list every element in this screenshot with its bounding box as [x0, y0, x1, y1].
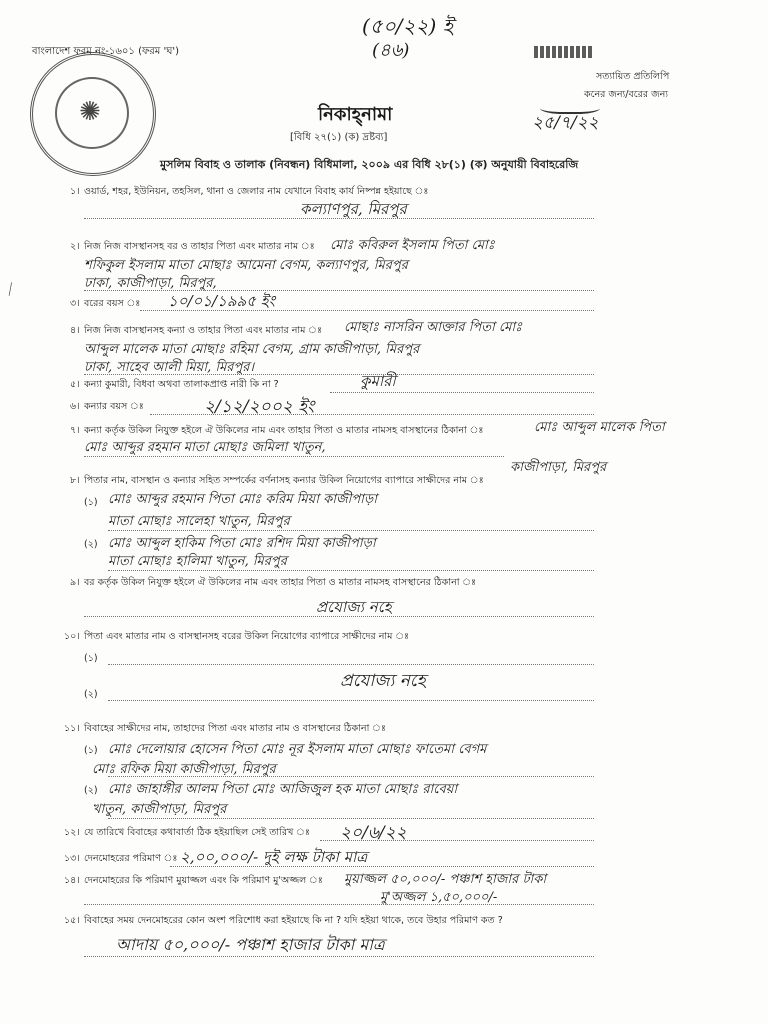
item-4-answer-line-2: আব্দুল মালেক মাতা মোছাঃ রহিমা বেগম, গ্রাম কাজীপাড়া, মিরপুর — [84, 342, 420, 357]
item-8-witness-1-line-2: মাতা মোছাঃ সালেহা খাতুন, মিরপুর — [108, 514, 290, 529]
form-subtitle: মুসলিম বিবাহ ও তালাক (নিবন্ধন) বিধিমালা, ২০০৯ এর বিধি ২৮(১) (ক) অনুযায়ী বিবাহরেজি — [160, 158, 579, 171]
item-11-witness-1-line-2: মোঃ রফিক মিয়া কাজীপাড়া, মিরপুর — [92, 762, 276, 777]
answer-line — [84, 290, 594, 291]
item-1-answer: কল্যাণপুর, মিরপুর — [300, 200, 407, 218]
item-8-witness-1-line-1: মোঃ আব্দুর রহমান পিতা মোঃ করিম মিয়া কাজীপাড়া — [108, 492, 377, 507]
item-8-witness-2-line-2: মাতা মোছাঃ হালিমা খাতুন, মিরপুর — [108, 554, 287, 569]
item-11-witness-1-line-1: মোঃ দেলোয়ার হোসেন পিতা মোঃ নূর ইসলাম মাতা মোছাঃ ফাতেমা বেগম — [108, 742, 487, 757]
item-12-label: যে তারিখে বিবাহের কথাবার্তা ঠিক হইয়াছিল সেই তারিখ ঃ — [84, 827, 310, 838]
for-bride-groom-label: কনের জন্য/বরের জন্য — [584, 89, 669, 100]
answer-line — [108, 664, 594, 665]
item-10-witness-2-label: (২) — [84, 689, 98, 700]
item-1-number: ১। — [70, 186, 80, 197]
item-4-answer-line-3: ঢাকা, সাহেব আলী মিয়া, মিরপুর। — [84, 360, 255, 375]
answer-line — [84, 218, 594, 219]
item-3-number: ৩। — [70, 298, 80, 309]
item-12-answer: ২০/৬/২২ — [340, 823, 407, 843]
official-seal-stamp — [30, 52, 156, 176]
item-7-label: কন্যা কর্তৃক উকিল নিযুক্ত হইলে ঐ উকিলের নাম এবং তাহার পিতা ও মাতার নামসহ বাসস্থানের ঠিকানা ঃ — [84, 425, 484, 436]
item-8-witness-2-label: (২) — [84, 539, 98, 550]
reference-subnumber: (৪৬) — [372, 40, 410, 61]
signature-scribble-icon — [540, 100, 600, 114]
item-8-witness-1-label: (১) — [84, 497, 98, 508]
answer-line — [84, 904, 594, 905]
answer-line — [320, 840, 594, 841]
item-11-witness-2-label: (২) — [84, 785, 98, 796]
item-9-label: বর কর্তৃক উকিল নিযুক্ত হইলে ঐ উকিলের নাম এবং তাহার পিতা ও মাতার নামসহ বাসস্থানের ঠিকানা ঃ — [84, 577, 477, 588]
item-13-label: দেনমোহরের পরিমাণ ঃ — [84, 853, 178, 864]
item-7-answer-line-3: কাজীপাড়া, মিরপুর — [510, 460, 607, 475]
item-2-number: ২। — [70, 241, 80, 252]
page-title: নিকাহ্‌নামা — [318, 104, 393, 125]
item-14-label: দেনমোহরের কি পরিমাণ মুয়াজ্জল এবং কি পরিমাণ মু'অজ্জল ঃ — [84, 875, 323, 886]
item-11-label: বিবাহের সাক্ষীদের নাম, তাহাদের পিতা এবং মাতার নাম ও বাসস্থানের ঠিকানা ঃ — [84, 723, 386, 734]
answer-line — [108, 530, 594, 531]
item-6-label: কন্যার বয়স ঃ — [84, 401, 144, 412]
item-6-number: ৬। — [70, 401, 80, 412]
item-15-number: ১৫। — [64, 915, 80, 926]
reference-number: (৫০/২২) ই — [362, 14, 454, 38]
certified-copy-label: সত্যায়িত প্রতিলিপি — [596, 71, 670, 82]
item-3-answer: ১০/০১/১৯৯৫ ইং — [168, 292, 276, 310]
item-14-answer-line-2: মু'অজ্জল ১,৫০,০০০/- — [380, 890, 498, 905]
item-10-number: ১০। — [64, 631, 80, 642]
item-5-answer: কুমারী — [360, 372, 396, 390]
item-13-number: ১৩। — [64, 853, 80, 864]
seal-emblem-icon: ✺ — [79, 97, 101, 127]
item-11-witness-1-label: (১) — [84, 745, 98, 756]
stamp-blot-icon — [534, 46, 592, 58]
item-14-number: ১৪। — [64, 875, 80, 886]
item-14-answer-line-1: মুয়াজ্জল ৫০,০০০/- পঞ্চাশ হাজার টাকা — [344, 872, 547, 887]
answer-line — [108, 818, 594, 819]
item-11-witness-2-line-2: খাতুন, কাজীপাড়া, মিরপুর — [92, 802, 227, 817]
item-11-number: ১১। — [64, 723, 80, 734]
answer-line — [84, 616, 594, 617]
item-13-answer: ২,০০,০০০/- দুই লক্ষ টাকা মাত্র — [180, 848, 368, 866]
item-8-witness-2-line-1: মোঃ আব্দুল হাকিম পিতা মোঃ রশিদ মিয়া কাজীপাড়া — [108, 536, 376, 551]
item-5-number: ৫। — [70, 379, 80, 390]
scan-mark-icon: ⟋ — [2, 280, 20, 300]
item-11-witness-2-line-1: মোঃ জাহাঙ্গীর আলম পিতা মোঃ আজিজুল হক মাতা মোছাঃ রাবেয়া — [108, 782, 458, 797]
item-7-answer-line-1: মোঃ আব্দুল মালেক পিতা — [534, 420, 665, 435]
item-9-number: ৯। — [70, 577, 80, 588]
item-7-answer-line-2: মোঃ আব্দুর রহমান মাতা মোছাঃ জমিলা খাতুন, — [84, 440, 326, 455]
answer-line — [84, 956, 594, 957]
item-3-label: বরের বয়স ঃ — [84, 298, 141, 309]
item-8-label: পিতার নাম, বাসস্থান ও কন্যার সহিত সম্পর্কের বর্ণনাসহ কন্যার উকিল নিয়োগের ব্যাপারে সাক্ষীদের নাম ঃ — [84, 475, 484, 486]
item-7-number: ৭। — [70, 425, 80, 436]
answer-line — [108, 776, 594, 777]
answer-line — [140, 310, 594, 311]
item-6-answer: ২/১২/২০০২ ইং — [204, 397, 315, 417]
item-12-number: ১২। — [64, 827, 80, 838]
item-1-label: ওয়ার্ড, শহর, ইউনিয়ন, তহসিল, থানা ও জেলার নাম যেখানে বিবাহ কার্য নিষ্পন্ন হইয়াছে ঃ — [84, 186, 429, 197]
item-15-answer: আদায় ৫০,০০০/- পঞ্চাশ হাজার টাকা মাত্র — [116, 935, 385, 954]
item-10-label: পিতা এবং মাতার নাম ও বাসস্থানসহ বরের উকিল নিয়োগের ব্যাপারে সাক্ষীদের নাম ঃ — [84, 631, 410, 642]
item-10-witness-1-label: (১) — [84, 653, 98, 664]
rule-reference: [বিধি ২৭(১) (ক) দ্রষ্টব্য] — [290, 132, 388, 143]
item-4-label: নিজ নিজ বাসস্থানসহ কন্যা ও তাহার পিতা এবং মাতার নাম ঃ — [84, 325, 323, 336]
answer-line — [170, 866, 594, 867]
answer-line — [150, 414, 594, 415]
item-10-answer: প্রযোজ্য নহে — [340, 671, 426, 691]
answer-line — [84, 456, 504, 457]
form-number: বাংলাদেশ ফরম নং-১৬০১ (ফরম 'ঘ') — [32, 46, 180, 57]
item-4-answer-line-1: মোছাঃ নাসরিন আক্তার পিতা মোঃ — [344, 320, 523, 335]
answer-line — [108, 570, 594, 571]
item-2-label: নিজ নিজ বাসস্থানসহ বর ও তাহার পিতা এবং মাতার নাম ঃ — [84, 241, 315, 252]
item-2-answer-line-1: মোঃ কবিরুল ইসলাম পিতা মোঃ — [330, 238, 495, 253]
item-5-label: কন্যা কুমারী, বিধবা অথবা তালাকপ্রাপ্ত নারী কি না ? — [84, 379, 279, 390]
item-2-answer-line-2: শফিকুল ইসলাম মাতা মোছাঃ আমেনা বেগম, কল্যাণপুর, মিরপুর — [84, 258, 408, 273]
item-8-number: ৮। — [70, 475, 80, 486]
item-4-number: ৪। — [70, 325, 80, 336]
attestation-date: ২৫/৭/২২ — [532, 113, 599, 133]
answer-line — [330, 392, 594, 393]
item-15-label: বিবাহের সময় দেনমোহরের কোন অংশ পরিশোধ করা হইয়াছে কি না ? যদি হইয়া থাকে, তবে উহার পরিমাণ কত ? — [84, 915, 503, 926]
item-9-answer: প্রযোজ্য নহে — [316, 598, 392, 616]
item-2-answer-line-3: ঢাকা, কাজীপাড়া, মিরপুর, — [84, 276, 217, 291]
answer-line — [84, 374, 594, 375]
answer-line — [108, 700, 594, 701]
